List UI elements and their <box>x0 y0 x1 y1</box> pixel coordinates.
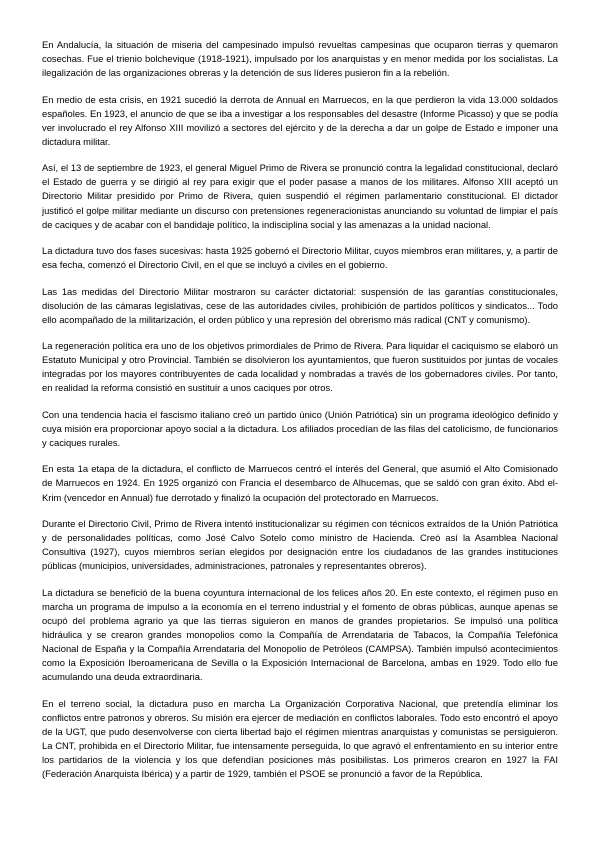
paragraph-medidas-directorio-militar: Las 1as medidas del Directorio Militar mostraron su carácter dictatorial: suspensión de las garantías constitucionales, disolución de las cámaras legislativas, cese de las autoridades civiles, prohibición de partidos políticos y sindicatos... Todo ello acompañado de la militarización, el orden público y una represión del obrerismo más radical (CNT y comunismo). <box>42 285 558 325</box>
paragraph-union-patriotica: Con una tendencia hacia el fascismo italiano creó un partido único (Unión Patriótica) sin un programa ideológico definido y cuya misión era proporcionar apoyo social a la dictadura. Los afiliados procedían de las filas del catolicismo, de funcionarios y caciques rurales. <box>42 408 558 448</box>
paragraph-economia: La dictadura se benefició de la buena coyuntura internacional de los felices años 20. En este contexto, el régimen puso en marcha un programa de impulso a la economía en el terreno industrial y el fomento de obras públicas, aunque apenas se ocupó del problema agrario ya que las tierras siguieron en manos de grandes propietarios. Se impulsó una política hidráulica y se crearon grandes monopolios como la Compañía de Arrendataria de Tabacos, la Compañía Telefónica Nacional de España y la Compañía Arrendataria del Monopolio de Petróleos (CAMPSA). También impulsó acontecimientos como la Exposición Iberoamericana de Sevilla o la Exposición Internacional de Barcelona, ambas en 1929. Todo ello fue acumulando una deuda extraordinaria. <box>42 586 558 683</box>
paragraph-trienio-bolchevique: En Andalucía, la situación de miseria del campesinado impulsó revueltas campesinas que ocuparon tierras y quemaron cosechas. Fue el trienio bolchevique (1918-1921), impulsado por los anarquistas y en menor medida por los socialistas. La ilegalización de las organizaciones obreras y la detención de sus líderes pusieron fin a la rebelión. <box>42 39 558 79</box>
paragraph-directorio-civil: Durante el Directorio Civil, Primo de Rivera intentó institucionalizar su régimen con técnicos extraídos de la Unión Patriótica y de personalidades políticas, como José Calvo Sotelo como ministro de Hacienda. Creó así la Asamblea Nacional Consultiva (1927), cuyos miembros serían elegidos por designación entre los ciudadanos de las grandes instituciones públicas (municipios, universidades, administraciones, patronales y representantes obreros). <box>42 517 558 572</box>
paragraph-desastre-annual: En medio de esta crisis, en 1921 sucedió la derrota de Annual en Marruecos, en la que perdieron la vida 13.000 soldados españoles. En 1923, el anuncio de que se iba a investigar a los responsables del desastre (Informe Picasso) y que se podía ver involucrado el rey Alfonso XIII movilizó a sectores del ejército y de la derecha a dar un golpe de Estado e imponer una dictadura militar. <box>42 93 558 147</box>
paragraph-terreno-social: En el terreno social, la dictadura puso en marcha La Organización Corporativa Nacional, que pretendía eliminar los conflictos entre patronos y obreros. Su misión era ejercer de mediación en conflictos laborales. Todo esto encontró el apoyo de la UGT, que pudo desenvolverse con cierta libertad bajo el régimen mientras anarquistas y comunistas se persiguieron. La CNT, prohibida en el Directorio Militar, fue intensamente perseguida, lo que agravó el enfrentamiento en su interior entre los partidarios de la violencia y los que defendían posiciones más posibilistas. Los primeros crearon en 1927 la FAI (Federación Anarquista Ibérica) y a partir de 1929, también el PSOE se pronunció a favor de la República. <box>42 697 558 779</box>
paragraph-regeneracion-politica: La regeneración política era uno de los objetivos primordiales de Primo de Rivera. Para liquidar el caciquismo se elaboró un Estatuto Municipal y otro Provincial. También se disolvieron los ayuntamientos, que fueron sustituidos por juntas de vocales integradas por los mayores contribuyentes de cada localidad y nombradas a través de los gobernadores civiles. Por tanto, en realidad la reforma consistió en sustituir a unos caciques por otros. <box>42 340 558 394</box>
paragraph-golpe-primo-de-rivera: Así, el 13 de septiembre de 1923, el general Miguel Primo de Rivera se pronunció contra la legalidad constitucional, declaró el Estado de guerra y se dirigió al rey para exigir que el poder pasase a manos de los militares. Alfonso XIII aceptó un Directorio Militar presidido por Primo de Rivera, quien suspendió el régimen parlamentario constitucional. El dictador justificó el golpe militar mediante un discurso con pretensiones regeneracionistas anunciando su voluntad de limpiar el país de caciques y de acabar con el bandidaje político, la indisciplina social y las amenazas a la unidad nacional. <box>42 162 558 230</box>
paragraph-fases-dictadura: La dictadura tuvo dos fases sucesivas: hasta 1925 gobernó el Directorio Militar, cuyos miembros eran militares, y, a partir de esa fecha, comenzó el Directorio Civil, en el que se incluyó a civiles en el gobierno. <box>42 245 558 271</box>
paragraph-conflicto-marruecos: En esta 1a etapa de la dictadura, el conflicto de Marruecos centró el interés del General, que asumió el Alto Comisionado de Marruecos en 1924. En 1925 organizó con Francia el desembarco de Alhucemas, que se saldó con gran éxito. Abd el-Krim (vencedor en Annual) fue derrotado y finalizó la ocupación del protectorado en Marruecos. <box>42 463 558 503</box>
